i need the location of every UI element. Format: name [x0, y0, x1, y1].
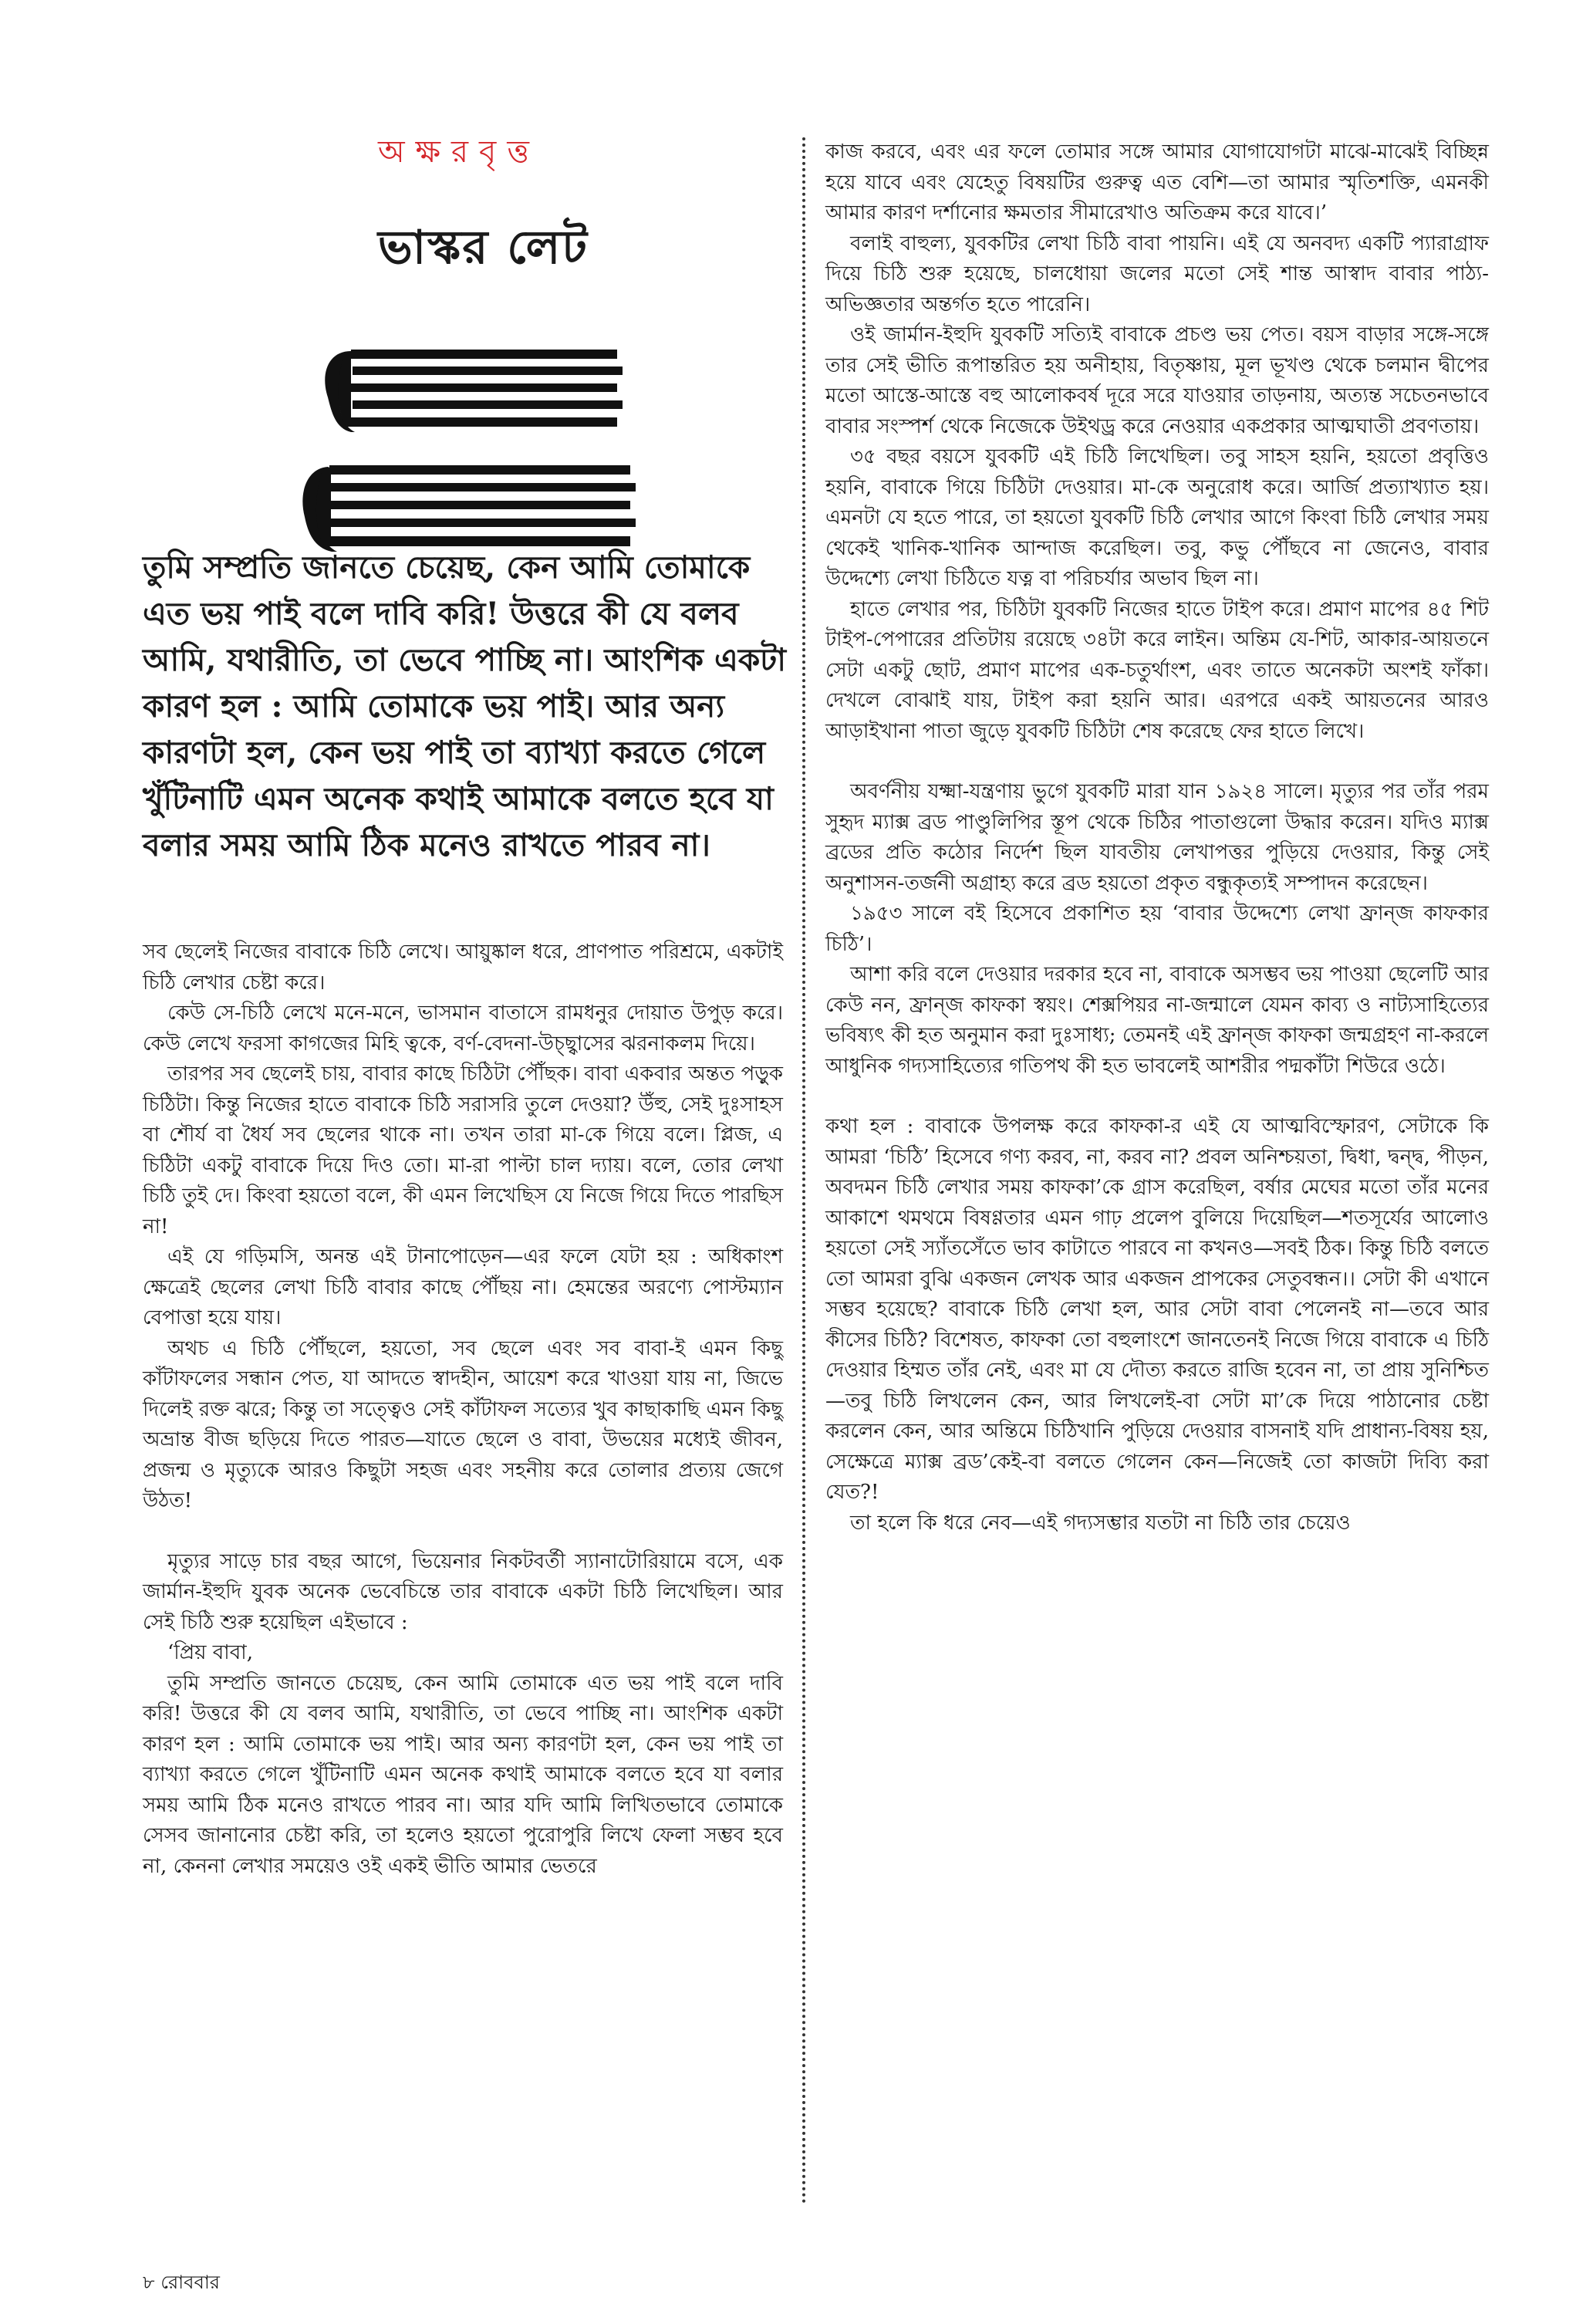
paragraph: কথা হল : বাবাকে উপলক্ষ করে কাফকা-র এই যে আত্মবিস্ফোরণ, সেটাকে কি আমরা ‘চিঠি’ হিসেবে গণ্য করব, না, করব না? প্রবল অনিশ্চয়তা, দ্বিধা, দ্বন্দ্ব, পীড়ন, অবদমন চিঠি লেখার সময় কাফকা’কে গ্রাস করেছিল, বর্ষার মেঘের মতো তাঁর মনের আকাশে থমথমে বিষণ্ণতার এমন গাঢ় প্রলেপ বুলিয়ে দিয়েছিল—শতসূর্যের আলোও হয়তো সেই স্যাঁতসেঁতে ভাব কাটাতে পারবে না কখনও—সবই ঠিক। কিন্তু চিঠি বলতে তো আমরা বুঝি একজন লেখক আর একজন প্রাপকের সেতুবন্ধন।। সেটা কী এখানে সম্ভব হয়েছে? বাবাকে চিঠি লেখা হল, আর সেটা বাবা পেলেনই না—তবে আর কীসের চিঠি? বিশেষত, কাফকা তো বহুলাংশে জানতেনই নিজে গিয়ে বাবাকে এ চিঠি দেওয়ার হিম্মত তাঁর নেই, এবং মা যে দৌত্য করতে রাজি হবেন না, তা প্রায় সুনিশ্চিত—তবু চিঠি লিখলেন কেন, আর লিখলেই-বা সেটা মা’কে দিয়ে পাঠানোর চেষ্টা করলেন কেন, আর অন্তিমে চিঠিখানি পুড়িয়ে দেওয়ার বাসনাই যদি প্রাধান্য-বিষয় হয়, সেক্ষেত্রে ম্যাক্স ব্রড’কেই-বা বলতে গেলেন কেন—নিজেই তো কাজটা দিব্যি করা যেত?! [825, 1115, 1489, 1504]
paragraph: কাজ করবে, এবং এর ফলে তোমার সঙ্গে আমার যোগাযোগটা মাঝে-মাঝেই বিচ্ছিন্ন হয়ে যাবে এবং যেহেতু বিষয়টির গুরুত্ব এত বেশি—তা আমার স্মৃতিশক্তি, এমনকী আমার কারণ দর্শানোর ক্ষমতার সীমারেখাও অতিক্রম করে যাবে।’ [825, 140, 1489, 225]
author-name: ভাস্কর লেট [378, 221, 589, 275]
paragraph: অবর্ণনীয় যক্ষ্মা-যন্ত্রণায় ভুগে যুবকটি মারা যান ১৯২৪ সালে। মৃত্যুর পর তাঁর পরম সুহৃদ ম্যাক্স ব্রড পাণ্ডুলিপির স্তূপ থেকে চিঠির পাতাগুলো উদ্ধার করেন। যদিও ম্যাক্স ব্রডের প্রতি কঠোর নির্দেশ ছিল যাবতীয় লেখাপত্তর পুড়িয়ে দেওয়ার, কিন্তু সেই অনুশাসন-তর্জনী অগ্রাহ্য করে ব্রড হয়তো প্রকৃত বন্ধুকৃত্যই সম্পাদন করেছেন। [825, 780, 1489, 895]
paragraph: তারপর সব ছেলেই চায়, বাবার কাছে চিঠিটা পৌঁছক। বাবা একবার অন্তত পড়ুক চিঠিটা। কিন্তু নিজের হাতে বাবাকে চিঠি সরাসরি তুলে দেওয়া? উঁহু, সেই দুঃসাহস বা শৌর্য বা ধৈর্য সব ছেলের থাকে না। তখন তারা মা-কে গিয়ে বলে। প্লিজ, এ চিঠিটা একটু বাবাকে দিয়ে দিও তো। মা-রা পাল্টা চাল দ্যায়। বলে, তোর লেখা চিঠি তুই দে। কিংবা হয়তো বলে, কী এমন লিখেছিস যে নিজে গিয়ে দিতে পারছিস না! [143, 1062, 783, 1238]
paragraph: কেউ সে-চিঠি লেখে মনে-মনে, ভাসমান বাতাসে রামধনুর দোয়াত উপুড় করে। কেউ লেখে ফরসা কাগজের মিহি ত্বকে, বর্ণ-বেদনা-উচ্ছ্বাসের ঝরনাকলম দিয়ে। [143, 1002, 783, 1056]
left-column [143, 937, 783, 1882]
page-number: ৮ [143, 2272, 155, 2293]
paragraph: মৃত্যুর সাড়ে চার বছর আগে, ভিয়েনার নিকটবর্তী স্যানাটোরিয়ামে বসে, এক জার্মান-ইহুদি যুবক অনেক ভেবেচিন্তে তার বাবাকে একটা চিঠি লিখেছিল। আর সেই চিঠি শুরু হয়েছিল এইভাবে : [143, 1549, 783, 1634]
paragraph: অথচ এ চিঠি পৌঁছলে, হয়তো, সব ছেলে এবং সব বাবা-ই এমন কিছু কাঁটাফলের সন্ধান পেত, যা আদতে স্বাদহীন, আয়েশ করে খাওয়া যায় না, জিভে দিলেই রক্ত ঝরে; কিন্তু তা সত্ত্বেও সেই কাঁটাফল সত্যের খুব কাছাকাছি এমন কিছু অভ্রান্ত বীজ ছড়িয়ে দিতে পারত—যাতে ছেলে ও বাবা, উভয়ের মধ্যেই জীবন, প্রজন্ম ও মৃত্যুকে আরও কিছুটা সহজ এবং সহনীয় করে তোলার প্রত্যয় জেগে উঠত! [143, 1336, 783, 1512]
paragraph: বলাই বাহুল্য, যুবকটির লেখা চিঠি বাবা পায়নি। এই যে অনবদ্য একটি প্যারাগ্রাফ দিয়ে চিঠি শুরু হয়েছে, চালধোয়া জলের মতো সেই শান্ত আস্বাদ বাবার পাঠ্য-অভিজ্ঞতার অন্তর্গত হতে পারেনি। [825, 231, 1489, 316]
paragraph: সব ছেলেই নিজের বাবাকে চিঠি লেখে। আয়ুষ্কাল ধরে, প্রাণপাত পরিশ্রমে, একটাই চিঠি লেখার চেষ্টা করে। [143, 941, 783, 995]
paragraph: আশা করি বলে দেওয়ার দরকার হবে না, বাবাকে অসম্ভব ভয় পাওয়া ছেলেটি আর কেউ নন, ফ্রান্‌জ কাফকা স্বয়ং। শেক্সপিয়র না-জন্মালে যেমন কাব্য ও নাট্যসাহিত্যের ভবিষ্যৎ কী হত অনুমান করা দুঃসাধ্য; তেমনই এই ফ্রান্‌জ কাফকা জন্মগ্রহণ না-করলে আধুনিক গদ্যসাহিত্যের গতিপথ কী হত ভাবলেই আশরীর পদ্মকাঁটা শিউরে ওঠে। [825, 963, 1489, 1078]
section-label: অক্ষরবৃত্ত [378, 134, 540, 170]
column-divider [802, 137, 805, 2205]
lede-quote: তুমি সম্প্রতি জানতে চেয়েছ, কেন আমি তোমাকে এত ভয় পাই বলে দাবি করি! উত্তরে কী যে বলব আমি, যথারীতি, তা ভেবে পাচ্ছি না। আংশিক একটা কারণ হল : আমি তোমাকে ভয় পাই। আর অন্য কারণটা হল, কেন ভয় পাই তা ব্যাখ্যা করতে গেলে খুঁটিনাটি এমন অনেক কথাই আমাকে বলতে হবে যা বলার সময় আমি ঠিক মনেও রাখতে পারব না। [143, 549, 786, 863]
paragraph: হাতে লেখার পর, চিঠিটা যুবকটি নিজের হাতে টাইপ করে। প্রমাণ মাপের ৪৫ শিট টাইপ-পেপারের প্রতিটায় রয়েছে ৩৪টা করে লাইন। অন্তিম যে-শিট, আকার-আয়তনে সেটা একটু ছোট, প্রমাণ মাপের এক-চতুর্থাংশ, এবং তাতে অনেকটা অংশই ফাঁকা। দেখলে বোঝাই যায়, টাইপ করা হয়নি আর। এরপরে একই আয়তনের আরও আড়াইখানা পাতা জুড়ে যুবকটি চিঠিটা শেষ করেছে ফের হাতে লিখে। [825, 597, 1489, 743]
paragraph: এই যে গড়িমসি, অনন্ত এই টানাপোড়েন—এর ফলে যেটা হয় : অধিকাংশ ক্ষেত্রেই ছেলের লেখা চিঠি বাবার কাছে পৌঁছয় না। হেমন্তের অরণ্যে পোস্টম্যান বেপাত্তা হয়ে যায়। [143, 1245, 783, 1329]
paragraph: তা হলে কি ধরে নেব—এই গদ্যসম্ভার যতটা না চিঠি তার চেয়েও [850, 1511, 1351, 1535]
paragraph: ‘প্রিয় বাবা, [167, 1641, 253, 1664]
magazine-name: রোববার [160, 2272, 220, 2293]
right-column [825, 137, 1489, 1539]
paragraph: ১৯৫৩ সালে বই হিসেবে প্রকাশিত হয় ‘বাবার উদ্দেশ্যে লেখা ফ্রান্‌জ কাফকার চিঠি’। [825, 902, 1489, 956]
paragraph: ওই জার্মান-ইহুদি যুবকটি সত্যিই বাবাকে প্রচণ্ড ভয় পেত। বয়স বাড়ার সঙ্গে-সঙ্গে তার সেই ভীতি রূপান্তরিত হয় অনীহায়, বিতৃষ্ণায়, মূল ভূখণ্ড থেকে চলমান দ্বীপের মতো আস্তে-আস্তে বহু আলোকবর্ষ দূরে সরে যাওয়ার তাড়নায়, অত্যন্ত সচেতনভাবে বাবার সংস্পর্শ থেকে নিজেকে উইথড্র করে নেওয়ার একপ্রকার আত্মঘাতী প্রবণতায়। [825, 323, 1489, 438]
page-footer [143, 2268, 220, 2299]
paragraph: তুমি সম্প্রতি জানতে চেয়েছ, কেন আমি তোমাকে এত ভয় পাই বলে দাবি করি! উত্তরে কী যে বলব আমি, যথারীতি, তা ভেবে পাচ্ছি না। আংশিক একটা কারণ হল : আমি তোমাকে ভয় পাই। আর অন্য কারণটা হল, কেন ভয় পাই তা ব্যাখ্যা করতে গেলে খুঁটিনাটি এমন অনেক কথাই আমাকে বলতে হবে যা বলার সময় আমি ঠিক মনেও রাখতে পারব না। আর যদি আমি লিখিতভাবে তোমাকে সেসব জানানোর চেষ্টা করি, তা হলেও হয়তো পুরোপুরি লিখে ফেলা সম্ভব হবে না, কেননা লেখার সময়েও ওই একই ভীতি আমার ভেতরে [143, 1671, 783, 1878]
paragraph: ৩৫ বছর বয়সে যুবকটি এই চিঠি লিখেছিল। তবু সাহস হয়নি, হয়তো প্রবৃত্তিও হয়নি, বাবাকে গিয়ে চিঠিটা দেওয়ার। মা-কে অনুরোধ করে। আর্জি প্রত্যাখ্যাত হয়। এমনটা যে হতে পারে, তা হয়তো যুবকটি চিঠি লেখার আগে কিংবা চিঠি লেখার সময় থেকেই খানিক-খানিক আন্দাজ করেছিল। তবু, কভু পৌঁছবে না জেনেও, বাবার উদ্দেশ্যে লেখা চিঠিতে যত্ন বা পরিচর্যার অভাব ছিল না। [825, 445, 1489, 590]
